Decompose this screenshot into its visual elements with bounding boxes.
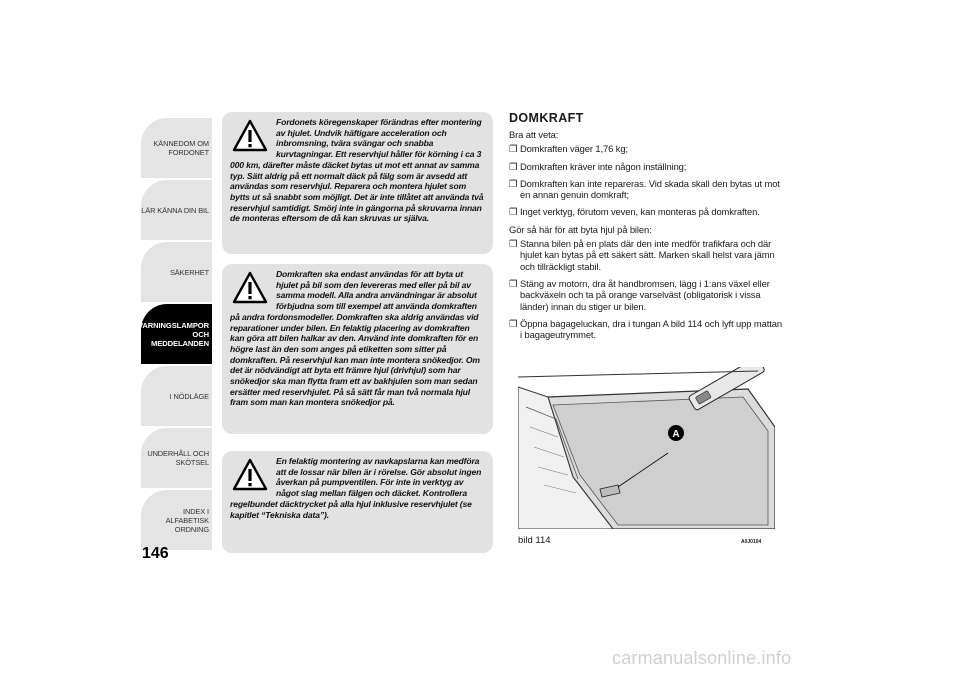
checkbox-bullet-icon: ❒: [509, 143, 518, 155]
label-a-text: A: [672, 429, 680, 440]
list-item: ❒ Stäng av motorn, dra åt handbromsen, lägg i 1:ans växel eller backväxeln och ta på orange varselväst (obligatorisk i vissa länder) innan du stiger ur bilen.: [509, 277, 770, 312]
tab-lar-kanna-din-bil[interactable]: LÄR KÄNNA DIN BIL: [141, 180, 212, 240]
warning-box-navkapslar: [222, 451, 493, 553]
figure-trunk-mat-illustration: [518, 367, 775, 529]
watermark-text: carmanualsonline.info: [612, 648, 792, 668]
warning-text: Domkraften ska endast användas för att byta ut hjulet på bil som den levereras med eller på bil av samma modell. Alla andra användningar är absolut förbjudna som till exempel att använda domkraften på andra fordonsmodeller. Domkraften ska aldrig användas vid reparationer under bilen. En felaktig placering av domkraften kan göra att bilen halkar av den. Använd inte domkraften för en högre last än den som anges på etiketten som sitter på domkraften. På reservhjul kan man inte montera snökedjor. Om det är nödvändigt att byta ett främre hjul (drivhjul) som har snökedjor ska man flytta fram ett av bakhjulen som man sedan ersätter med reservhjulet. På så sätt får man två normala hjul fram som man kan montera snökedjor på.: [230, 269, 480, 408]
warning-triangle-icon: [232, 458, 268, 492]
checkbox-bullet-icon: ❒: [509, 277, 518, 289]
warning-box-reservhjul: [222, 112, 493, 254]
domkraft-section: [509, 111, 784, 346]
checkbox-bullet-icon: ❒: [509, 177, 518, 189]
tab-underhall-och-skotsel[interactable]: UNDERHÅLL OCH SKÖTSEL: [141, 428, 212, 488]
tab-varningslampor-och-meddelanden[interactable]: VARNINGSLAMPOR OCH MEDDELANDEN: [141, 304, 212, 364]
warning-triangle-icon: [232, 119, 268, 153]
intro-text: Bra att veta:: [509, 129, 559, 140]
list-item: ❒ Domkraften kan inte repareras. Vid skada skall den bytas ut mot en annan genuin domkraft;: [509, 177, 780, 201]
warning-triangle-icon: [232, 271, 268, 305]
section-title: DOMKRAFT: [509, 111, 584, 125]
steps-intro-text: Gör så här för att byta hjul på bilen:: [509, 223, 652, 235]
tab-sakerhet[interactable]: SÄKERHET: [141, 242, 212, 302]
tab-index-i-alfabetisk-ordning[interactable]: INDEX I ALFABETISK ORDNING: [141, 490, 212, 550]
warning-box-domkraft: [222, 264, 493, 434]
checkbox-bullet-icon: ❒: [509, 317, 518, 329]
checkbox-bullet-icon: ❒: [509, 238, 518, 250]
chapter-sidebar: [137, 118, 212, 552]
checkbox-bullet-icon: ❒: [509, 206, 518, 218]
warning-text: En felaktig montering av navkapslarna kan medföra att de lossar när bilen är i rörelse. Gör absolut ingen åverkan på pumpventilen. För inte in verktyg av något slag mellan fälgen och däcket. Kontrollera regelbundet däcktrycket på alla hjul inklusive reservhjulet (se kapitlet “Tekniska data”).: [230, 456, 482, 520]
list-item: ❒ Stanna bilen på en plats där den inte medför trafikfara och där hjulet kan bytas på ett säkert sätt. Marken skall helst vara jämn och tillräckligt stabil.: [509, 238, 775, 272]
tab-kannedom-om-fordonet[interactable]: KÄNNEDOM OM FORDONET: [141, 118, 212, 178]
figure-code: A0J0104: [741, 539, 762, 545]
trunk-mat-drawing: [518, 367, 775, 529]
list-item: ❒ Inget verktyg, förutom veven, kan monteras på domkraften.: [509, 206, 760, 218]
page-number: 146: [142, 545, 169, 562]
list-item: ❒ Domkraften kräver inte någon inställning;: [509, 160, 687, 172]
figure-caption: bild 114: [518, 535, 551, 546]
list-item: ❒ Domkraften väger 1,76 kg;: [509, 143, 628, 155]
tab-i-nodlage[interactable]: I NÖDLÄGE: [141, 366, 212, 426]
warning-text: Fordonets köregenskaper förändras efter montering av hjulet. Undvik häftigare acceleration och inbromsning, tvära svängar och snabba kurvtagningar. Ett reservhjul håller för körning i ca 3 000 km, därefter måste däcket bytas ut mot ett annat av samma typ. Sätt aldrig på ett normalt däck på fälg som är avsedd att användas som reservhjul. Reparera och montera hjulet som bytts ut så snabbt som möjligt. Det är inte tillåtet att använda två reservhjul samtidigt. Smörj inte in gängorna på skruvarna innan de monteras eftersom de då kan skruvas ur själva.: [230, 117, 484, 224]
list-item: ❒ Öppna bagageluckan, dra i tungan A bild 114 och lyft upp mattan i bagageutrymmet.: [509, 317, 782, 341]
checkbox-bullet-icon: ❒: [509, 160, 518, 172]
